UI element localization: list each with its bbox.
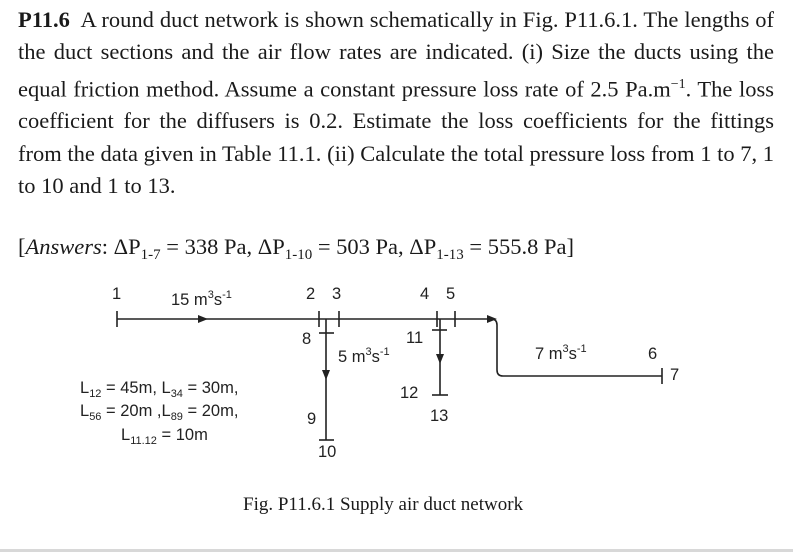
arrow-branch-2 [436, 354, 444, 364]
node-7-label: 7 [670, 366, 680, 384]
answer-2-symbol: ΔP [257, 234, 285, 259]
answer-3-symbol: ΔP [409, 234, 437, 259]
answer-2-subscript: 1-10 [284, 247, 313, 263]
flow-main-label: 15 $m^3s^{-1}$ [171, 289, 232, 309]
node-9-label: 9 [307, 410, 317, 428]
answer-1-symbol: ΔP [113, 234, 141, 259]
problem-text-part2: . The loss coefficient for the diffusers is 0.2. Estimate the loss coefficients for the fittings from the data given in Table 11.1. (ii) Calculate the total pressure loss from 1 to 7, 1 to 10 and 1 to 13. [18, 76, 774, 198]
answers-label: Answers [25, 234, 102, 259]
problem-statement [18, 4, 774, 202]
answer-1-subscript: 1-7 [140, 247, 161, 263]
arrow-main [198, 315, 208, 323]
problem-text-part1: A round duct network is shown schematically in Fig. P11.6.1. The lengths of the duct sections and the air flow rates are indicated. (i) Size the ducts using the equal friction method. Assume a constant pressure loss rate of 2.5 Pa.m [18, 7, 774, 102]
answer-2-value: = 503 Pa, [312, 234, 410, 259]
answer-3-value: = 555.8 Pa] [463, 234, 574, 259]
node-8-label: 8 [302, 330, 312, 348]
node-4-label: 4 [420, 285, 430, 303]
node-13-label: 13 [430, 407, 449, 425]
problem-number: P11.6 [18, 7, 70, 32]
lengths-line-1: $L_{12} = 45m$, $L_{34} = 30m$, [80, 379, 239, 400]
answer-1-value: = 338 Pa, [160, 234, 258, 259]
node-12-label: 12 [400, 384, 419, 402]
duct-lines [117, 311, 662, 440]
node-2-label: 2 [306, 285, 316, 303]
figure-caption: Fig. P11.6.1 Supply air duct network [243, 494, 524, 515]
flow-end-label: 7 $m^3s^{-1}$ [535, 343, 587, 363]
node-1-label: 1 [112, 285, 122, 303]
problem-exponent: −1 [670, 76, 686, 92]
node-3-label: 3 [332, 285, 342, 303]
answer-3-subscript: 1-13 [436, 247, 464, 263]
answers-colon: : [101, 234, 114, 259]
flow-branch-label: 5 $m^3s^{-1}$ [338, 346, 390, 366]
arrow-branch-1 [322, 370, 330, 380]
duct-network-diagram [0, 270, 793, 485]
answers-line [18, 231, 574, 263]
node-6-label: 6 [648, 345, 658, 363]
node-5-label: 5 [446, 285, 456, 303]
node-11-label: 11 [406, 329, 424, 347]
answers-bracket: [ [18, 234, 26, 259]
page-edge-divider [0, 549, 793, 552]
node-10-label: 10 [318, 443, 337, 461]
lengths-line-3: $L_{11.12} = 10m$ [121, 426, 208, 447]
lengths-line-2: $L_{56} = 20m$ $,L_{89} = 20m$, [80, 402, 239, 423]
